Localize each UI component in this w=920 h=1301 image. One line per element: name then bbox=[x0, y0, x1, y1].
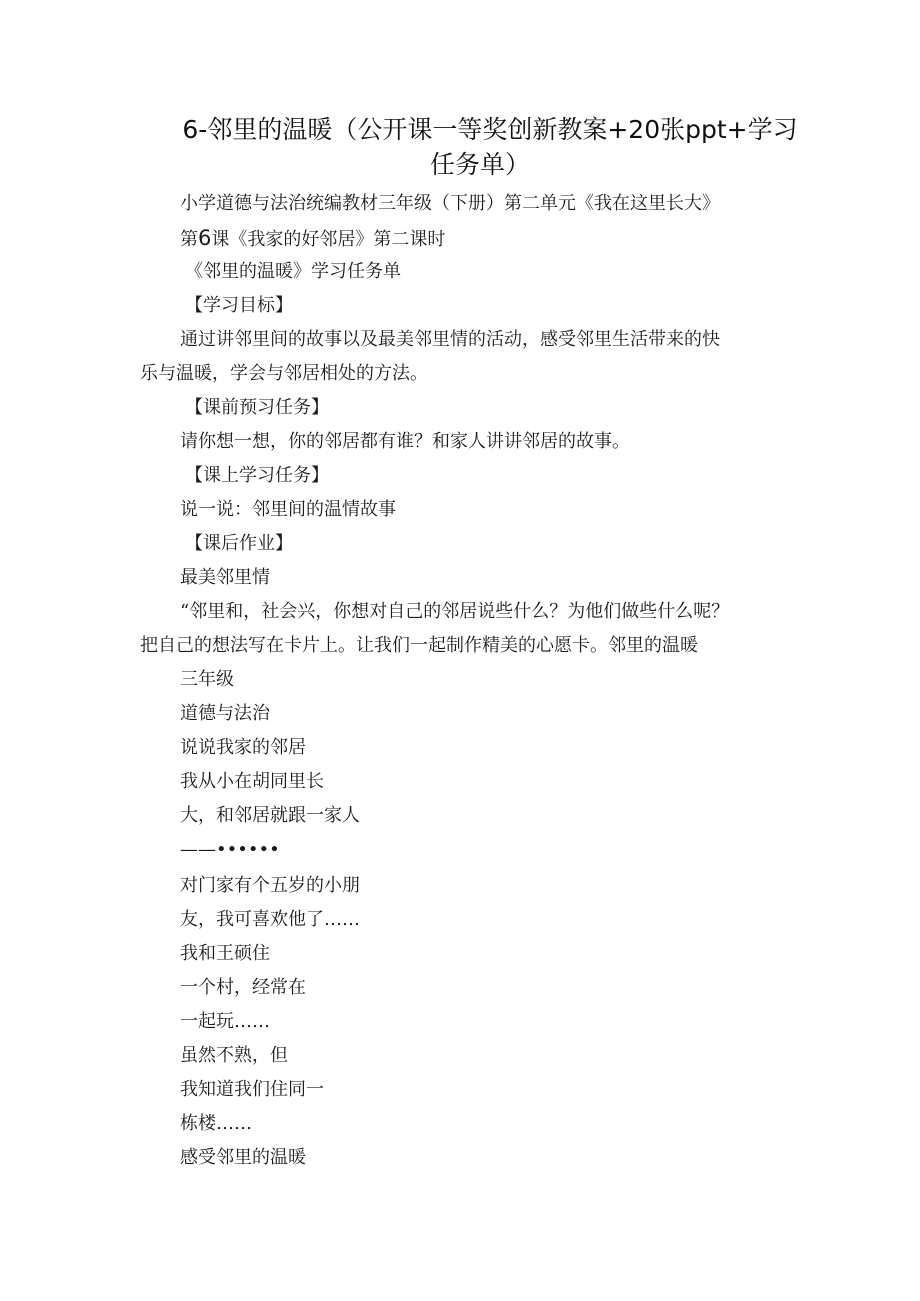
lesson-number: 6 bbox=[198, 226, 212, 250]
list-item: 说说我家的邻居 bbox=[180, 737, 306, 758]
learning-goal-line-1: 通过讲邻里间的故事以及最美邻里情的活动，感受邻里生活带来的快 bbox=[180, 329, 720, 350]
intro-line-2 bbox=[180, 226, 445, 252]
list-item: 大，和邻居就跟一家人 bbox=[180, 805, 360, 826]
in-class-heading: 【课上学习任务】 bbox=[185, 465, 329, 486]
learning-goal-line-2: 乐与温暖，学会与邻居相处的方法。 bbox=[140, 363, 428, 384]
list-item: 道德与法治 bbox=[180, 703, 270, 724]
preview-heading: 【课前预习任务】 bbox=[185, 397, 329, 418]
preview-text: 请你想一想，你的邻居都有谁？和家人讲讲邻居的故事。 bbox=[180, 431, 630, 452]
task-sheet-title: 《邻里的温暖》学习任务单 bbox=[185, 261, 401, 282]
homework-line-2: 把自己的想法写在卡片上。让我们一起制作精美的心愿卡。邻里的温暖 bbox=[140, 635, 698, 656]
intro-line-2-prefix: 第 bbox=[180, 229, 198, 250]
intro-line-2-suffix: 课《我家的好邻居》第二课时 bbox=[211, 229, 446, 250]
list-item: 虽然不熟，但 bbox=[180, 1045, 288, 1066]
learning-goal-heading: 【学习目标】 bbox=[185, 295, 293, 316]
document-title-line-1: 6-邻里的温暖（公开课一等奖创新教案+20张ppt+学习 bbox=[182, 115, 798, 144]
list-item: 我从小在胡同里长 bbox=[180, 771, 324, 792]
list-item: 栋楼…… bbox=[180, 1113, 252, 1134]
list-item: ——•••••• bbox=[180, 839, 280, 860]
list-item: 一个村，经常在 bbox=[180, 977, 306, 998]
list-item: 友，我可喜欢他了…… bbox=[180, 909, 360, 930]
in-class-text: 说一说：邻里间的温情故事 bbox=[180, 499, 396, 520]
list-item: 感受邻里的温暖 bbox=[180, 1147, 306, 1168]
list-item: 我知道我们住同一 bbox=[180, 1079, 324, 1100]
homework-title: 最美邻里情 bbox=[180, 567, 270, 588]
document-title-line-2: 任务单） bbox=[429, 150, 530, 179]
list-item: 三年级 bbox=[180, 669, 234, 690]
homework-heading: 【课后作业】 bbox=[185, 533, 293, 554]
intro-line-1: 小学道德与法治统编教材三年级（下册）第二单元《我在这里长大》 bbox=[180, 193, 720, 214]
list-item: 对门家有个五岁的小朋 bbox=[180, 875, 360, 896]
homework-line-1: “邻里和，社会兴，你想对自己的邻居说些什么？为他们做些什么呢？ bbox=[180, 601, 730, 622]
list-item: 一起玩…… bbox=[180, 1011, 270, 1032]
list-item: 我和王硕住 bbox=[180, 943, 270, 964]
